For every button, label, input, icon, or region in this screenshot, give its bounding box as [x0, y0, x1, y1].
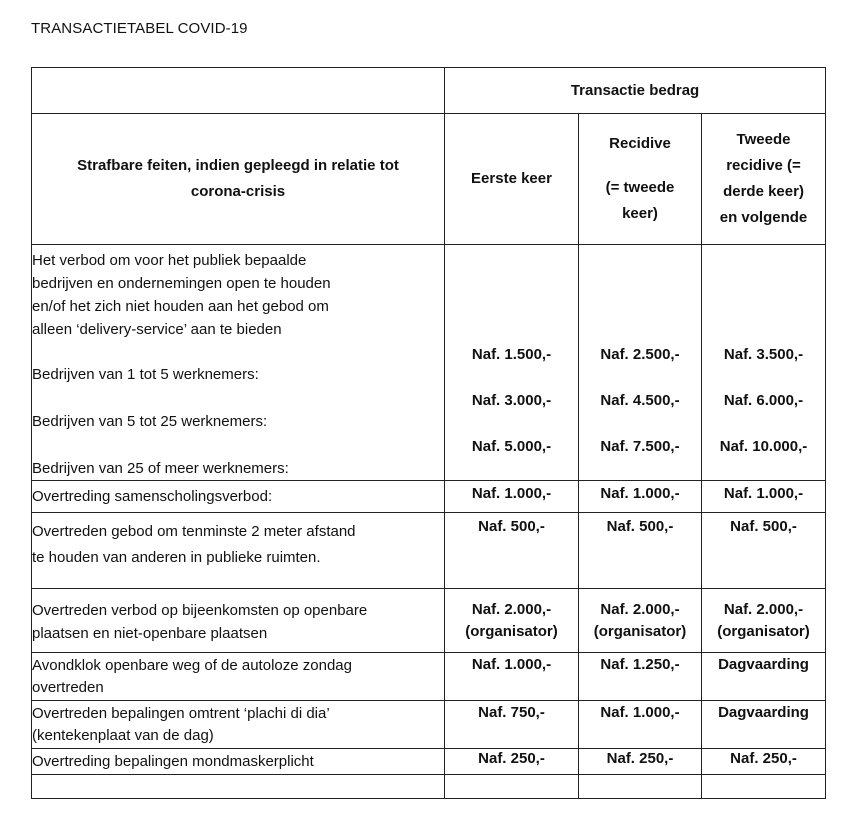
- table-row-gathering: [32, 481, 826, 513]
- amount-cell: Naf. 1.500,- Naf. 3.000,- Naf. 5.000,-: [445, 245, 579, 481]
- amount-cell: Naf. 1.000,-: [579, 701, 702, 749]
- amount-cell: Naf. 500,-: [702, 513, 826, 589]
- amount-cell: Naf. 250,-: [702, 749, 826, 775]
- amount-cell: Naf. 500,-: [445, 513, 579, 589]
- header-group-row: [32, 68, 826, 114]
- amount-cell: Naf. 2.000,- (organisator): [445, 589, 579, 653]
- header-eerste-keer: Eerste keer: [445, 114, 579, 245]
- amount-cell: Dagvaarding: [702, 653, 826, 701]
- table-row-meetings: [32, 589, 826, 653]
- table-row-business: [32, 245, 826, 481]
- sub-5-25: Bedrijven van 5 tot 25 werknemers:: [32, 413, 268, 430]
- amount-cell: Naf. 1.000,-: [579, 481, 702, 513]
- table-row-mask: [32, 749, 826, 775]
- header-transactie-bedrag: Transactie bedrag: [445, 68, 826, 114]
- amount-cell: Naf. 2.500,- Naf. 4.500,- Naf. 7.500,-: [579, 245, 702, 481]
- empty-cell: [702, 775, 826, 799]
- table-row-curfew: [32, 653, 826, 701]
- amount-cell: Naf. 250,-: [445, 749, 579, 775]
- amount-cell: Naf. 3.500,- Naf. 6.000,- Naf. 10.000,-: [702, 245, 826, 481]
- table-row-distance: [32, 513, 826, 589]
- offence-curfew: Avondklok openbare weg of de autoloze zondag overtreden: [32, 653, 445, 701]
- empty-cell: [445, 775, 579, 799]
- header-empty-cell: [32, 68, 445, 114]
- amount-cell: Naf. 1.250,-: [579, 653, 702, 701]
- sub-1-5: Bedrijven van 1 tot 5 werknemers:: [32, 366, 259, 383]
- amount-cell: Naf. 750,-: [445, 701, 579, 749]
- offence-mask: Overtreding bepalingen mondmaskerplicht: [32, 749, 445, 775]
- table-row-plate: [32, 701, 826, 749]
- empty-cell: [579, 775, 702, 799]
- empty-cell: [32, 775, 445, 799]
- amount-cell: Naf. 1.000,-: [445, 481, 579, 513]
- offence-distance: Overtreden gebod om tenminste 2 meter afstand te houden van anderen in publieke ruimten.: [32, 513, 445, 589]
- amount-cell: Naf. 2.000,- (organisator): [702, 589, 826, 653]
- header-tweede-recidive: Tweede recidive (= derde keer) en volgende: [702, 114, 826, 245]
- header-recidive: Recidive (= tweede keer): [579, 114, 702, 245]
- amount-cell: Naf. 1.000,-: [702, 481, 826, 513]
- amount-cell: Naf. 250,-: [579, 749, 702, 775]
- amount-cell: Naf. 2.000,- (organisator): [579, 589, 702, 653]
- header-offences: Strafbare feiten, indien gepleegd in relatie tot corona-crisis: [32, 114, 445, 245]
- offence-gathering: Overtreding samenscholingsverbod:: [32, 481, 445, 513]
- offence-business: Het verbod om voor het publiek bepaalde bedrijven en ondernemingen open te houden en/of het zich niet houden aan het gebod om alleen ‘delivery-service’ aan te bieden Bedrijven van 1 tot 5 werknemers: Bedrijven van 5 tot 25 werknemers: Bedrijven van 25 of meer werknemers:: [32, 245, 445, 481]
- transaction-table: [31, 67, 826, 799]
- sub-25-plus: Bedrijven van 25 of meer werknemers:: [32, 460, 289, 477]
- amount-cell: Naf. 1.000,-: [445, 653, 579, 701]
- amount-cell: Naf. 500,-: [579, 513, 702, 589]
- offence-meetings: Overtreden verbod op bijeenkomsten op openbare plaatsen en niet-openbare plaatsen: [32, 589, 445, 653]
- amount-cell: Dagvaarding: [702, 701, 826, 749]
- header-columns-row: [32, 114, 826, 245]
- offence-plate: Overtreden bepalingen omtrent ‘plachi di dia’ (kentekenplaat van de dag): [32, 701, 445, 749]
- table-row-empty: [32, 775, 826, 799]
- document-title: TRANSACTIETABEL COVID-19: [31, 20, 248, 37]
